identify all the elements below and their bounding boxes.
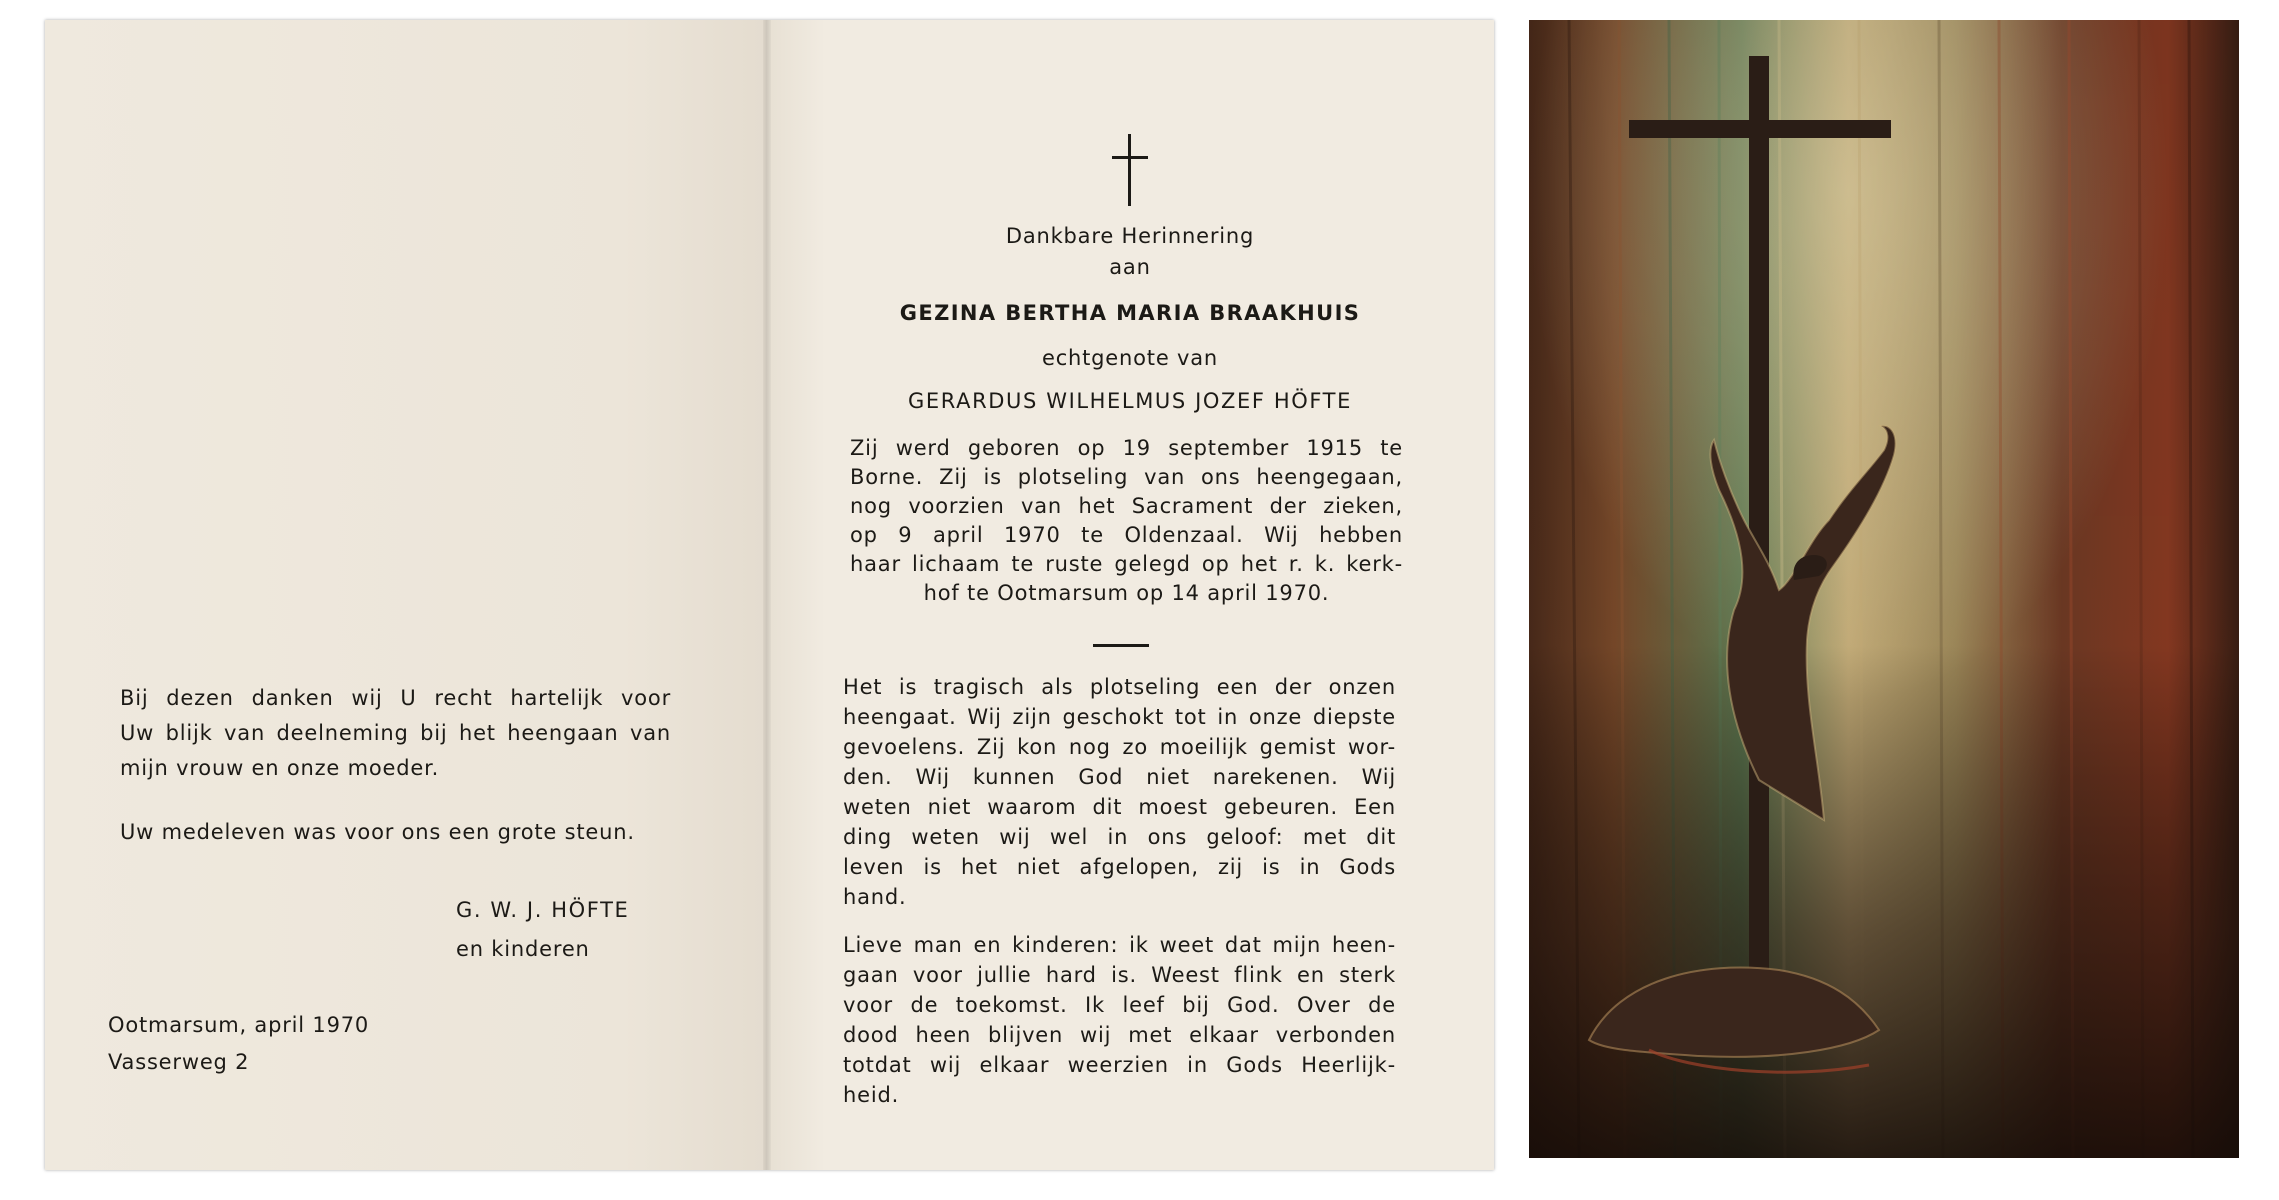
- heading: Dankbare Herinnering: [1005, 224, 1255, 248]
- para2-line-3: voor de toekomst. Ik leef bij God. Over de: [843, 993, 1396, 1017]
- para1-line-5: weten niet waarom dit moest gebeuren. Een: [843, 795, 1396, 819]
- para1-line-3: gevoelens. Zij kon nog zo moeilijk gemist wor-: [843, 735, 1396, 759]
- signature-sub: en kinderen: [456, 937, 590, 961]
- bio-line-4: op 9 april 1970 te Oldenzaal. Wij hebben: [850, 523, 1403, 547]
- bio-line-1: Zij werd geboren op 19 september 1915 te: [850, 436, 1403, 460]
- address: Vasserweg 2: [108, 1050, 250, 1074]
- para1-line-4: den. Wij kunnen God niet narekenen. Wij: [843, 765, 1396, 789]
- para2-line-2: gaan voor jullie hard is. Weest flink en sterk: [843, 963, 1396, 987]
- card-fold: [763, 20, 771, 1170]
- para1-line-2: heengaat. Wij zijn geschokt tot in onze diepste: [843, 705, 1396, 729]
- bio-line-3: nog voorzien van het Sacrament der zieken,: [850, 494, 1403, 518]
- deceased-name: GEZINA BERTHA MARIA BRAAKHUIS: [899, 301, 1361, 325]
- left-page: [45, 20, 767, 1170]
- para2-line-4: dood heen blijven wij met elkaar verbonden: [843, 1023, 1396, 1047]
- place-date: Ootmarsum, april 1970: [108, 1013, 370, 1037]
- bio-line-2: Borne. Zij is plotseling van ons heengegaan,: [850, 465, 1403, 489]
- bio-line-5: haar lichaam te ruste gelegd op het r. k. kerk-: [850, 552, 1403, 576]
- para1-line-1: Het is tragisch als plotseling een der onzen: [843, 675, 1396, 699]
- para1-line-6: ding weten wij wel in ons geloof: met dit: [843, 825, 1396, 849]
- bio-last-line: hof te Ootmarsum op 14 april 1970.: [923, 581, 1330, 605]
- para2-last-line: heid.: [843, 1083, 900, 1107]
- support-line: Uw medeleven was voor ons een grote steun.: [120, 820, 635, 844]
- para2-line-1: Lieve man en kinderen: ik weet dat mijn heen-: [843, 933, 1396, 957]
- relation-text: echtgenote van: [1041, 346, 1219, 370]
- divider: [1093, 644, 1149, 647]
- cross-painting: [1529, 20, 2239, 1158]
- thanks-line-2: Uw blijk van deelneming bij het heengaan van: [120, 721, 671, 745]
- spouse-name: GERARDUS WILHELMUS JOZEF HÖFTE: [908, 389, 1352, 413]
- cross-icon: [1112, 134, 1148, 206]
- thanks-line-3: mijn vrouw en onze moeder.: [120, 756, 440, 780]
- heading-sub: aan: [1109, 255, 1151, 279]
- para2-line-5: totdat wij elkaar weerzien in Gods Heerlijk-: [843, 1053, 1396, 1077]
- signature-name: G. W. J. HÖFTE: [456, 898, 630, 922]
- para1-last-line: hand.: [843, 885, 907, 909]
- thanks-line-1: Bij dezen danken wij U recht hartelijk voor: [120, 686, 671, 710]
- para1-line-7: leven is het niet afgelopen, zij is in Gods: [843, 855, 1396, 879]
